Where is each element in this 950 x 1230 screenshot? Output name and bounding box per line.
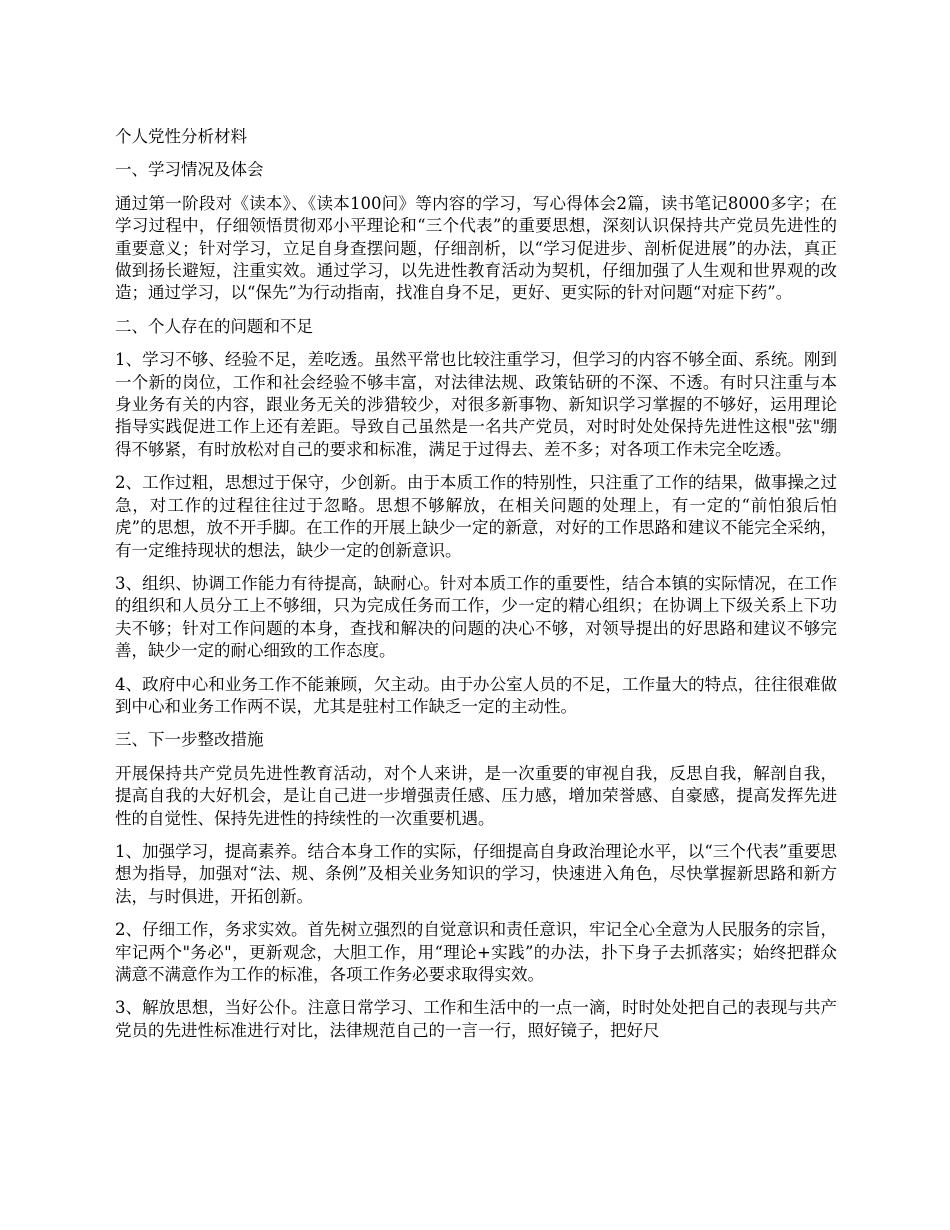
section-heading-study: 一、学习情况及体会: [115, 160, 264, 180]
paragraph: 1、学习不够、经验不足，差吃透。虽然平常也比较注重学习，但学习的内容不够全面、系统。刚到一个新的岗位，工作和社会经验不够丰富，对法律法规、政策钻研的不深、不透。有时只注重与本身业务有关的内容，跟业务无关的涉猎较少，对很多新事物、新知识学习掌握的不够好，运用理论指导实践促进工作上还有差距。导致自己虽然是一名共产党员，对时时处处保持先进性这根"弦"绷得不够紧，有时放松对自己的要求和标准，满足于过得去、差不多；对各项工作未完全吃透。: [115, 350, 837, 459]
paragraph: 2、仔细工作，务求实效。首先树立强烈的自觉意识和责任意识，牢记全心全意为人民服务的宗旨，牢记两个"务必"，更新观念，大胆工作，用“理论+实践”的办法，扑下身子去抓落实；始终把群众满意不满意作为工作的标准，各项工作务必要求取得实效。: [115, 920, 837, 984]
document-title: 个人党性分析材料: [115, 127, 247, 146]
paragraph: 3、组织、协调工作能力有待提高，缺耐心。针对本质工作的重要性，结合本镇的实际情况，在工作的组织和人员分工上不够细，只为完成任务而工作，少一定的精心组织；在协调上下级关系上下功夫不够；针对工作问题的本身，查找和解决的问题的决心不够，对领导提出的好思路和建议不够完善，缺少一定的耐心细致的工作态度。: [115, 573, 837, 661]
paragraph: 开展保持共产党员先进性教育活动，对个人来讲，是一次重要的审视自我，反思自我，解剖自我，提高自我的大好机会，是让自己进一步增强责任感、压力感，增加荣誉感、自豪感，提高发挥先进性的自觉性、保持先进性的持续性的一次重要机遇。: [115, 763, 837, 828]
paragraph: 3、解放思想，当好公仆。注意日常学习、工作和生活中的一点一滴，时时处处把自己的表现与共产党员的先进性标准进行对比，法律规范自己的一言一行，照好镜子，把好尺: [115, 998, 837, 1040]
paragraph: 2、工作过粗，思想过于保守，少创新。由于本质工作的特别性，只注重了工作的结果，做事操之过急，对工作的过程往往过于忽略。思想不够解放，在相关问题的处理上，有一定的“前怕狼后怕虎”的思想，放不开手脚。在工作的开展上缺少一定的新意，对好的工作思路和建议不能完全采纳，有一定维持现状的想法，缺少一定的创新意识。: [115, 473, 837, 560]
section-heading-problems: 二、个人存在的问题和不足: [115, 316, 313, 336]
paragraph: 4、政府中心和业务工作不能兼顾，欠主动。由于办公室人员的不足，工作量大的特点，往往很难做到中心和业务工作两不误，尤其是驻村工作缺乏一定的主动性。: [115, 674, 837, 716]
section-heading-measures: 三、下一步整改措施: [115, 730, 264, 750]
paragraph: 1、加强学习，提高素养。结合本身工作的实际，仔细提高自身政治理论水平，以“三个代表”重要思想为指导，加强对“法、规、条例”及相关业务知识的学习，快速进入角色，尽快掌握新思路和新方法，与时俱进，开拓创新。: [115, 841, 837, 906]
document-page: [115, 126, 837, 1053]
paragraph: 通过第一阶段对《读本》、《读本100问》等内容的学习，写心得体会2篇，读书笔记8000多字；在学习过程中，仔细领悟贯彻邓小平理论和“三个代表”的重要思想，深刻认识保持共产党员先进性的重要意义；针对学习，立足自身查摆问题，仔细剖析，以“学习促进步、剖析促进展”的办法，真正做到扬长避短，注重实效。通过学习，以先进性教育活动为契机，仔细加强了人生观和世界观的改造；通过学习，以“保先”为行动指南，找准自身不足，更好、更实际的针对问题“对症下药”。: [115, 193, 837, 303]
